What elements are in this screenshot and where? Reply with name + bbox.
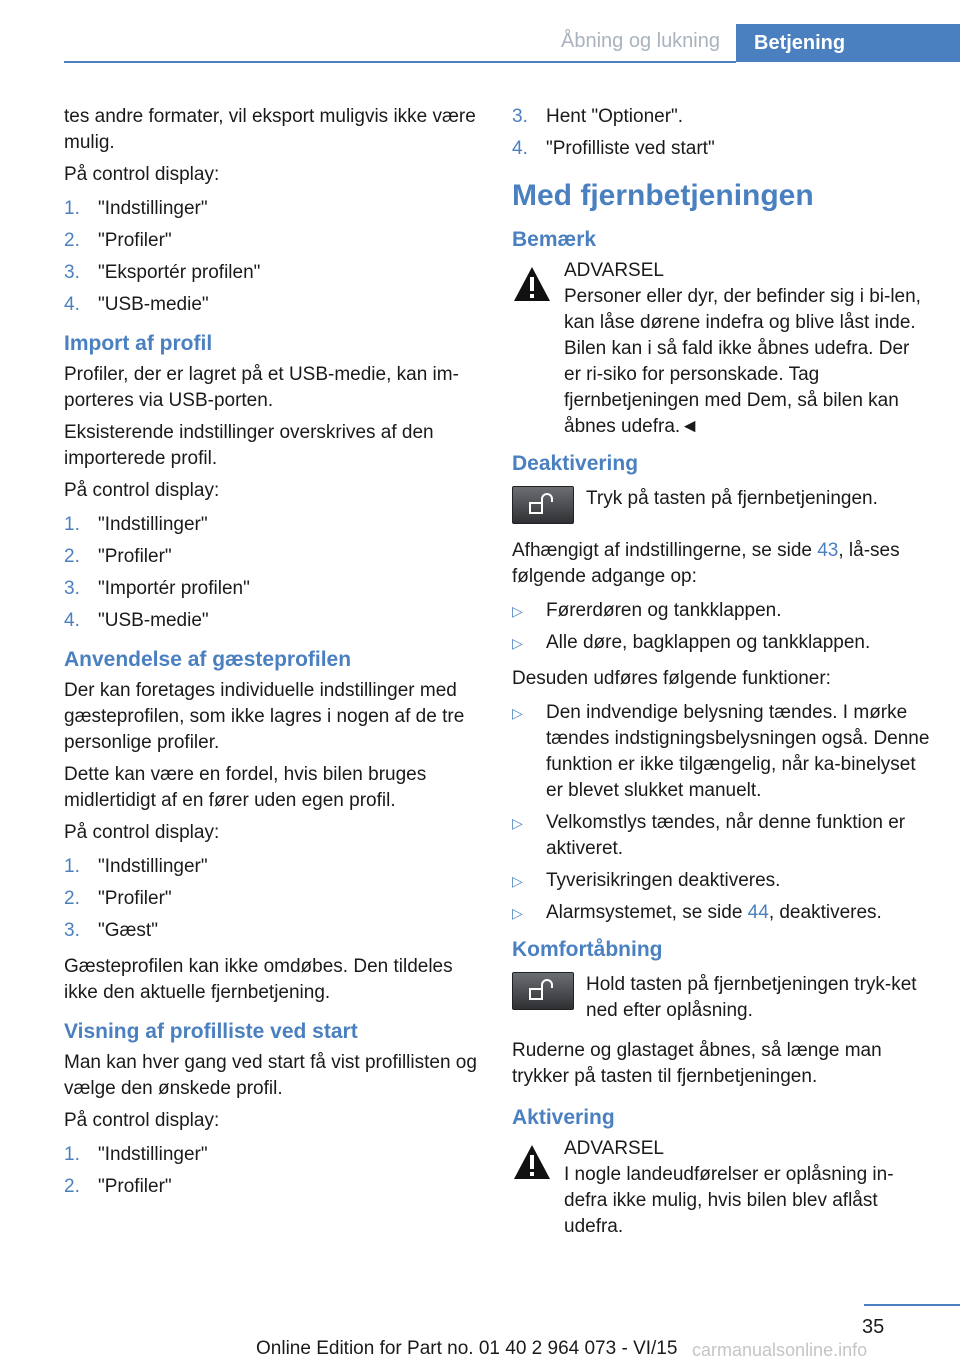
paragraph: Dette kan være en fordel, hvis bilen bruges midlertidigt af en fører uden egen profil. <box>64 764 427 811</box>
guest-steps <box>64 854 482 944</box>
section-title: Med fjernbetjeningen <box>512 179 814 212</box>
bullet-triangle-icon: ▷ <box>512 603 523 619</box>
profile-list-steps <box>64 1142 482 1200</box>
list-item <box>512 136 930 162</box>
step-number: 2. <box>64 888 80 909</box>
list-item <box>512 630 930 656</box>
list-item <box>512 900 930 926</box>
step-text: "Indstillinger" <box>98 514 208 535</box>
step-text: "USB-medie" <box>98 294 209 315</box>
paragraph: tes andre formater, vil eksport muligvis ikke være mulig. <box>64 106 476 153</box>
bullet-triangle-icon: ▷ <box>512 873 523 889</box>
text-fragment: , lå‐ses følgende adgange op: <box>512 540 900 587</box>
paragraph: På control display: <box>64 822 220 843</box>
paragraph: På control display: <box>64 480 220 501</box>
step-text: "Indstillinger" <box>98 1144 208 1165</box>
header-section: Åbning og lukning <box>560 30 720 52</box>
import-steps <box>64 512 482 634</box>
bullet-text: Alarmsystemet, se side <box>546 902 748 923</box>
watermark: carmanualsonline.info <box>692 1340 868 1360</box>
list-item <box>64 260 482 286</box>
warning-box <box>512 1136 930 1240</box>
list-item <box>512 598 930 624</box>
bullet-text: Alle døre, bagklappen og tankklappen. <box>546 632 871 653</box>
list-item <box>64 1174 482 1200</box>
bullet-triangle-icon: ▷ <box>512 815 523 831</box>
paragraph: Man kan hver gang ved start få vist profillisten og vælge den ønskede profil. <box>64 1052 477 1099</box>
step-number: 2. <box>64 230 80 251</box>
page-link-43[interactable]: 43 <box>817 540 839 561</box>
paragraph <box>512 538 930 590</box>
warning-text: I nogle landeudførelser er oplåsning in‐defra ikke mulig, hvis bilen blev aflåst udefra. <box>564 1164 894 1237</box>
paragraph: Gæsteprofilen kan ikke omdøbes. Den tildeles ikke den aktuelle fjernbetjening. <box>64 956 453 1003</box>
step-text: "Indstillinger" <box>98 856 208 877</box>
right-column <box>512 104 930 1250</box>
bullet-text: Tyverisikringen deaktiveres. <box>546 870 781 891</box>
edition-text: Online Edition for Part no. 01 40 2 964 073 - VI/15 <box>256 1338 678 1359</box>
warning-title: ADVARSEL <box>564 1138 664 1159</box>
step-text: Hent "Optioner". <box>546 106 684 127</box>
page-number: 35 <box>862 1316 885 1338</box>
warning-content <box>564 1136 930 1240</box>
list-item <box>64 228 482 254</box>
step-text: "Importér profilen" <box>98 578 250 599</box>
bullet-text: Velkomstlys tændes, når denne funktion er aktiveret. <box>546 812 906 859</box>
unlock-key-icon <box>512 486 574 524</box>
list-item <box>64 1142 482 1168</box>
warning-box <box>512 258 930 440</box>
paragraph: På control display: <box>64 164 220 185</box>
note-heading: Bemærk <box>512 228 597 251</box>
bullet-triangle-icon: ▷ <box>512 635 523 651</box>
list-item <box>64 608 482 634</box>
warning-triangle-icon <box>512 264 552 304</box>
list-item <box>512 868 930 894</box>
list-item <box>64 918 482 944</box>
step-number: 1. <box>64 1144 80 1165</box>
paragraph: Der kan foretages individuelle indstillinger med gæsteprofilen, som ikke lagres i nogen af de tre personlige profiler. <box>64 680 465 753</box>
step-number: 4. <box>64 294 80 315</box>
import-heading: Import af profil <box>64 332 213 355</box>
remote-key-row <box>512 486 930 524</box>
step-text: "Profiler" <box>98 888 172 909</box>
list-item <box>64 196 482 222</box>
step-text: "USB-medie" <box>98 610 209 631</box>
text-fragment: Afhængigt af indstillingerne, se side <box>512 540 818 561</box>
warning-text: Personer eller dyr, der befinder sig i bi‐len, kan låse dørene indefra og blive låst inde. Bilen kan i så fald ikke åbnes udefra. Der er ri‐siko for personskade. Tag fjernbetjeningen med Dem, så bilen kan åbnes udefra.◄ <box>564 286 921 437</box>
bullet-triangle-icon: ▷ <box>512 905 523 921</box>
step-number: 3. <box>64 262 80 283</box>
step-text: "Profiler" <box>98 230 172 251</box>
deactivation-heading: Deaktivering <box>512 452 639 475</box>
unlock-list <box>512 598 930 656</box>
step-number: 4. <box>512 138 528 159</box>
step-text: "Profilliste ved start" <box>546 138 715 159</box>
list-item <box>64 886 482 912</box>
bullet-triangle-icon: ▷ <box>512 705 523 721</box>
comfort-opening-heading: Komfortåbning <box>512 938 663 961</box>
list-item <box>64 854 482 880</box>
step-text: "Profiler" <box>98 546 172 567</box>
paragraph: Desuden udføres følgende funktioner: <box>512 668 831 689</box>
unlock-key-icon <box>512 972 574 1010</box>
step-number: 3. <box>64 920 80 941</box>
header-chapter-tab: Betjening <box>736 24 960 62</box>
key-instruction: Hold tasten på fjernbetjeningen tryk‐ket ned efter oplåsning. <box>586 974 917 1021</box>
list-item <box>512 104 930 130</box>
warning-title: ADVARSEL <box>564 260 664 281</box>
left-column <box>64 104 482 1210</box>
step-number: 2. <box>64 546 80 567</box>
options-steps <box>512 104 930 162</box>
page-link-44[interactable]: 44 <box>747 902 769 923</box>
list-item <box>512 700 930 804</box>
list-item <box>64 576 482 602</box>
step-number: 4. <box>64 610 80 631</box>
paragraph: På control display: <box>64 1110 220 1131</box>
list-item <box>64 512 482 538</box>
list-item <box>512 810 930 862</box>
step-text: "Gæst" <box>98 920 158 941</box>
remote-key-row <box>512 972 930 1024</box>
bullet-text: Den indvendige belysning tændes. I mørke tændes indstigningsbelysningen også. Denne funktion er ikke tilgængelig, når ka‐binelyset er blevet slukket manuelt. <box>546 702 930 801</box>
step-number: 1. <box>64 514 80 535</box>
paragraph: Ruderne og glastaget åbnes, så længe man trykker på tasten til fjernbetjeningen. <box>512 1040 882 1087</box>
step-number: 2. <box>64 1176 80 1197</box>
paragraph: Eksisterende indstillinger overskrives af den importerede profil. <box>64 422 434 469</box>
step-number: 3. <box>512 106 528 127</box>
step-text: "Profiler" <box>98 1176 172 1197</box>
profile-list-heading: Visning af profilliste ved start <box>64 1020 358 1043</box>
list-item <box>64 292 482 318</box>
activation-heading: Aktivering <box>512 1106 615 1129</box>
header-rule <box>64 61 736 63</box>
warning-triangle-icon <box>512 1142 552 1182</box>
bullet-text: , deaktiveres. <box>768 902 882 923</box>
paragraph: Profiler, der er lagret på et USB-medie, kan im‐porteres via USB-porten. <box>64 364 459 411</box>
step-number: 1. <box>64 198 80 219</box>
step-number: 3. <box>64 578 80 599</box>
list-item <box>64 544 482 570</box>
functions-list <box>512 700 930 926</box>
key-instruction: Tryk på tasten på fjernbetjeningen. <box>586 488 878 509</box>
guest-profile-heading: Anvendelse af gæsteprofilen <box>64 648 352 671</box>
step-text: "Eksportér profilen" <box>98 262 261 283</box>
warning-content <box>564 258 930 440</box>
step-text: "Indstillinger" <box>98 198 208 219</box>
footer-rule <box>864 1304 960 1306</box>
page-header <box>0 0 960 62</box>
bullet-text: Førerdøren og tankklappen. <box>546 600 782 621</box>
export-steps <box>64 196 482 318</box>
step-number: 1. <box>64 856 80 877</box>
